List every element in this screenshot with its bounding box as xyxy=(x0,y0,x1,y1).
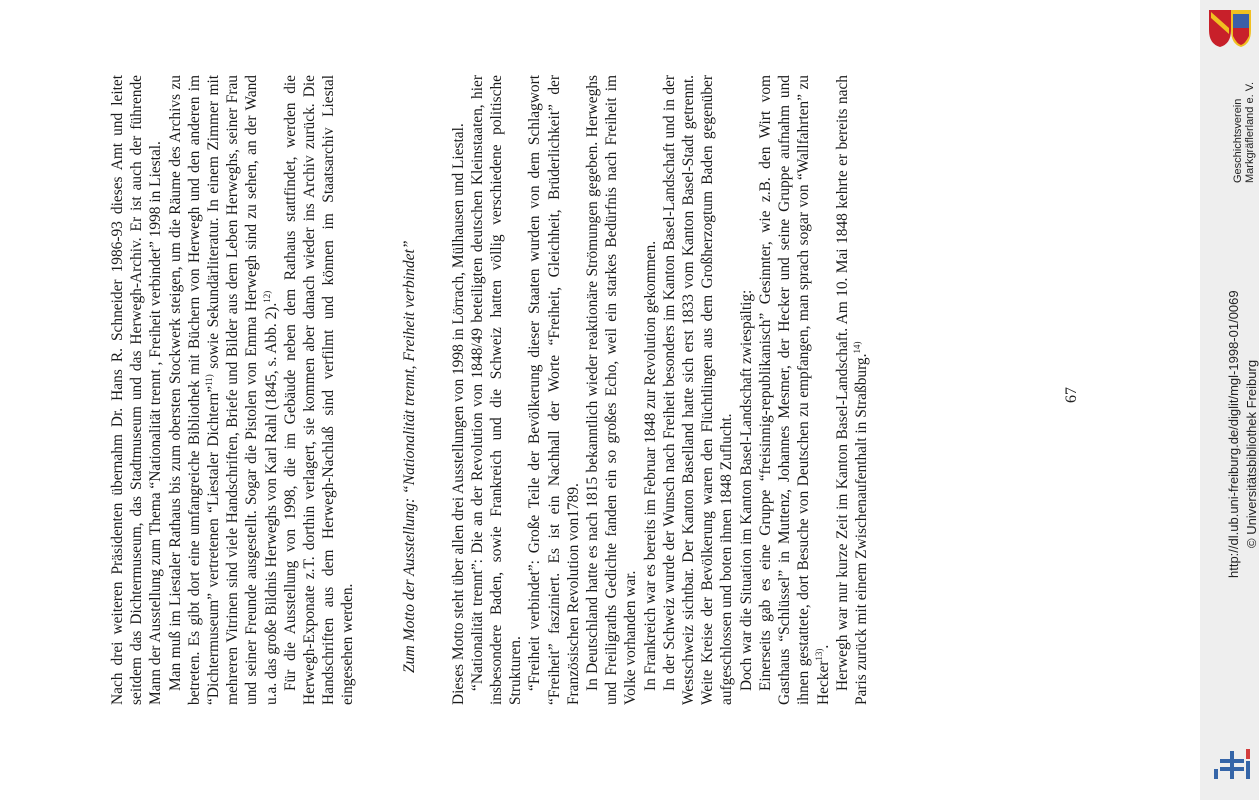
paragraph: Für die Ausstellung von 1998, die im Gebäude neben dem Rathaus stattfindet, werden die Herwegh-Exponate z.T. dorthin verlagert, sie kommen aber danach wieder ins Archiv zurück. Die Handschriften aus dem Herwegh-Nachlaß sind verfilmt und können im Staatsarchiv Liestal eingesehen werden. xyxy=(281,75,357,705)
paragraph: In Frankreich war es bereits im Februar 1848 zur Revolution gekommen. xyxy=(641,240,659,691)
paragraph: In Deutschland hatte es nach 1815 bekanntlich wieder reaktionäre Strömungen gegeben. Herweghs und Freiligraths Gedichte fanden ein so großes Echo, weil ein starkes Bedürfnis nach Freiheit im Volke vorhanden war. xyxy=(584,75,640,705)
footnote-ref: 14) xyxy=(851,341,862,354)
library-logo-icon xyxy=(1212,745,1252,785)
paragraph: Einerseits gab es eine Gruppe “freisinnig-republikanisch” Gesinnter, wie z.B. den Wirt vom Gasthaus “Schlüssel” in Muttenz, Johannes Mesmer, der Hecker und seine Gruppe aufnahm und ihnen gestattete, dort Besuche von Deutschen zu empfangen, man sprach sogar von “Wallfahrten” zu Hecker$^{13)}$. xyxy=(756,75,832,705)
text-column xyxy=(108,75,871,705)
paragraph: Doch war die Situation im Kanton Basel-Landschaft zwiespältig: xyxy=(737,289,755,691)
page-number: 67 xyxy=(1063,387,1080,403)
paragraph: “Nationalität trennt”: Die an der Revolution von 1848/49 beteiligten deutschen Kleinstaaten, hier insbesondere Baden, sowie Frankreich und die Schweiz hatten völlig verschiedene politische Strukturen. xyxy=(468,75,525,705)
coat-of-arms-icon xyxy=(1207,8,1253,48)
paragraph: Man muß im Liestaler Rathaus bis zum obersten Stockwerk steigen, um die Räume des Archivs zu betreten. Es gibt dort eine umfangreiche Bibliothek mit Büchern von Herwegh und den anderen im “Dichtermuseum” vertretenen “Liestaler Dichtern”$^{11)}$ sowie Sekundärliteratur. In einem Zimmer mit mehreren Vitrinen sind viele Handschriften, Briefe und Bilder aus dem Leben Herweghs, seiner Frau und seiner Freunde ausgestellt. Sogar die Pistolen von Emma Herwegh sind zu sehen, an der Wand u.a. das große Bildnis Herweghs von Karl Rahl (1845, s. Abb. 2).$^{12)}$ xyxy=(166,75,280,705)
footnote-ref: 13) xyxy=(813,648,824,661)
paragraph: Nach drei weiteren Präsidenten übernahm Dr. Hans R. Schneider 1986-93 dieses Amt und leitet seitdem das Dichtermuseum, das Stadtmuseum und das Herwegh-Archiv. Er ist auch der führende Mann der Ausstellung zum Thema “Nationalität trennt , Freiheit verbindet” 1998 in Liestal. xyxy=(109,75,165,705)
footnote-ref: 11) xyxy=(203,374,214,386)
paragraph: Herwegh war nur kurze Zeit im Kanton Basel-Landschaft. Am 10. Mai 1848 kehrte er bereits nach Paris zurück mit einem Zwischenaufenthalt in Straßburg.$^{14)}$ xyxy=(833,75,870,705)
society-name-line-2: Markgräflerland e. V. xyxy=(1244,81,1256,183)
paragraph: In der Schweiz wurde der Wunsch nach Freiheit besonders im Kanton Basel-Landschaft und in der Westschweiz sichtbar. Der Kanton Baselland hatte sich erst 1833 vom Kanton Basel-Stadt getrennt. Weite Kreise der Bevölkerung waren den Flüchtlingen aus dem Großherzogtum Baden gegenüber aufgeschlossen und boten ihnen 1848 Zuflucht. xyxy=(660,75,736,705)
society-name-line-1: Geschichtsverein xyxy=(1232,98,1244,183)
paragraph: Dieses Motto steht über allen drei Ausstellungen von 1998 in Lörrach, Mülhausen und Liestal. xyxy=(449,123,467,705)
paragraph: “Freiheit verbindet”: Große Teile der Bevölkerung dieser Staaten wurden von dem Schlagwort “Freiheit” fasziniert. Es ist ein Nachhall der Worte “Freiheit, Gleichheit, Brüderlichkeit” der Französischen Revolution von1789. xyxy=(526,75,582,705)
section-heading: Zum Motto der Ausstellung: “Nationalität trennt, Freiheit verbindet” xyxy=(400,240,418,673)
copyright-notice: © Universitätsbibliothek Freiburg xyxy=(1244,359,1259,548)
footnote-ref: 12) xyxy=(261,290,272,303)
document-url[interactable]: http://dl.ub.uni-freiburg.de/diglit/mgl-1998-01/0069 xyxy=(1226,290,1241,578)
